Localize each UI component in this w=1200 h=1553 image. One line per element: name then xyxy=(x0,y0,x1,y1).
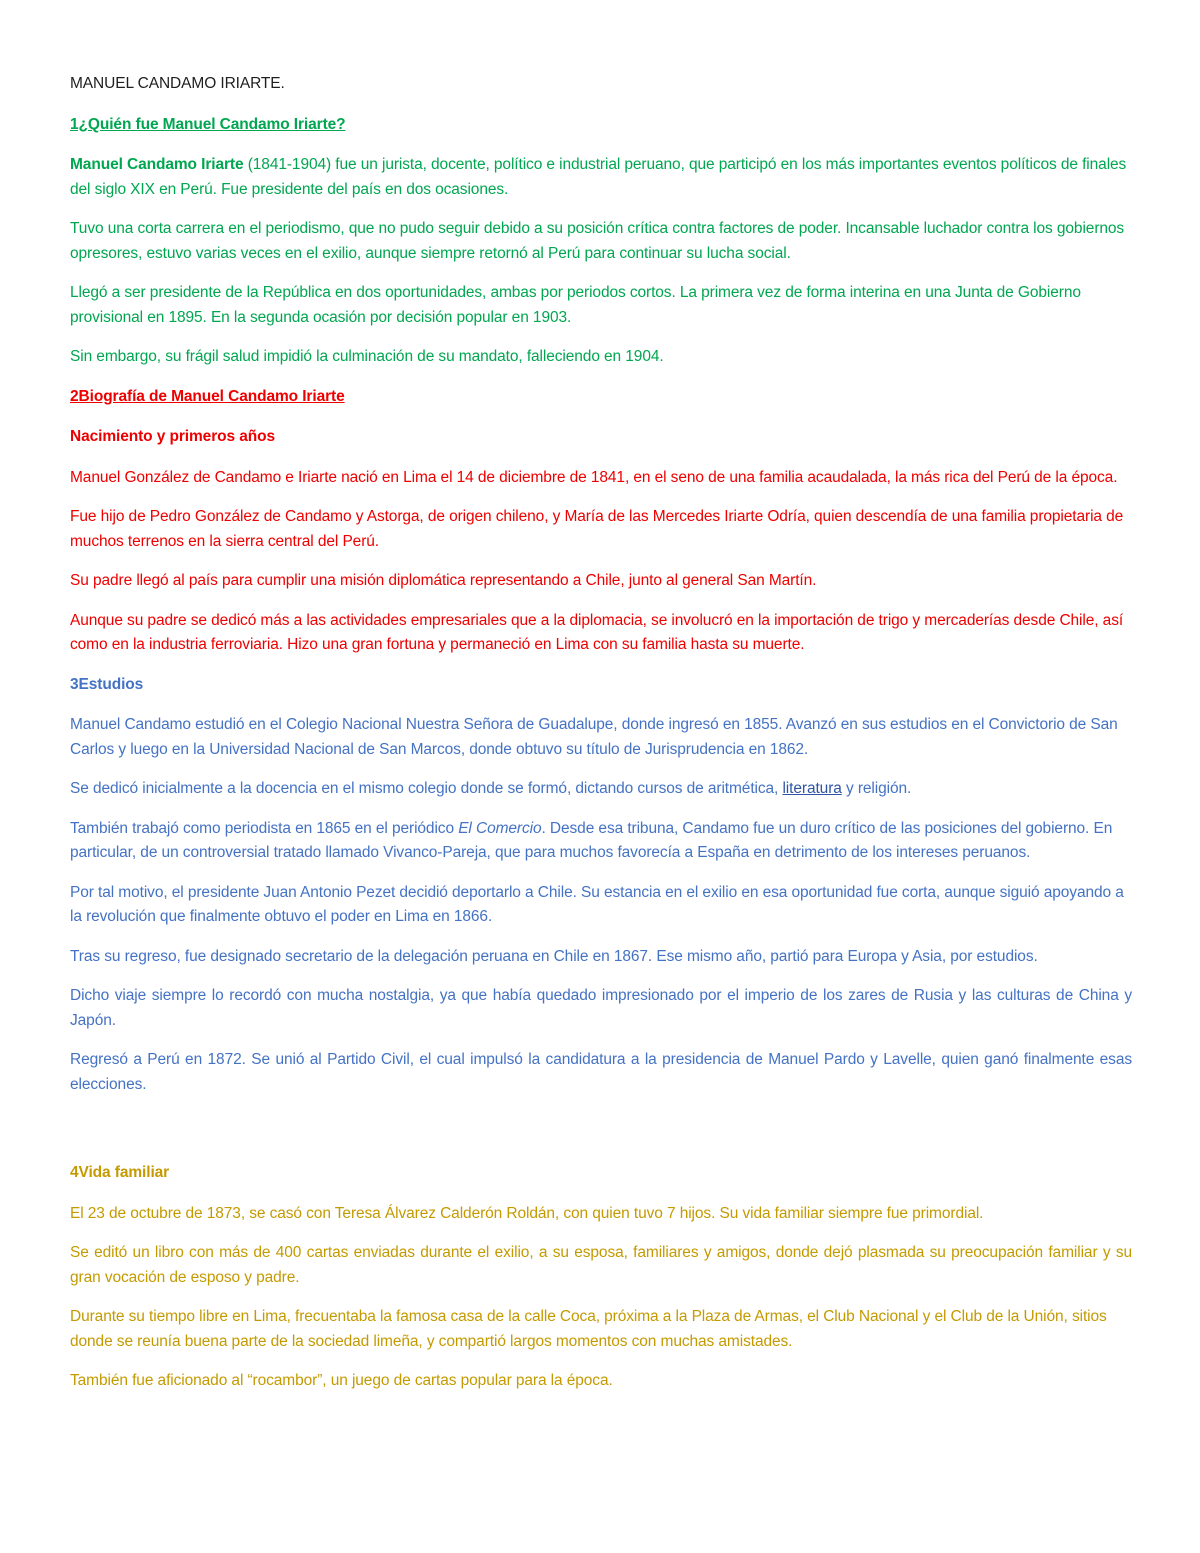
section-1-paragraph-4: Sin embargo, su frágil salud impidió la culminación de su mandato, falleciendo en 1904. xyxy=(70,348,664,365)
section-4-paragraph-4: También fue aficionado al “rocambor”, un juego de cartas popular para la época. xyxy=(70,1372,613,1389)
section-1-paragraph-1-text: (1841-1904) fue un jurista, docente, político e industrial peruano, que participó en los más importantes eventos políticos de finales del siglo XIX en Perú. Fue presidente del país en dos ocasiones. xyxy=(70,156,1127,198)
section-3-heading: 3Estudios xyxy=(70,675,144,693)
section-3-paragraph-3-text-b: . Desde esa tribuna, Candamo fue un duro crítico de las posiciones del gobierno. En particular, de un controversial tratado llamado Vivanco-Pareja, que para muchos favorecía a España en detrimento de los intereses peruanos. xyxy=(70,819,1113,861)
section-3-paragraph-3-text-a: También trabajó como periodista en 1865 en el periódico xyxy=(70,819,459,837)
document-page xyxy=(70,72,1132,1409)
section-1-paragraph-3: Llegó a ser presidente de la República en dos oportunidades, ambas por periodos cortos. La primera vez de forma interina en una Junta de Gobierno provisional en 1895. En la segunda ocasión por decisión popular en 1903. xyxy=(70,284,1081,326)
section-3-paragraph-4: Por tal motivo, el presidente Juan Antonio Pezet decidió deportarlo a Chile. Su estancia en el exilio en esa oportunidad fue corta, aunque siguió apoyando a la revolución que finalmente obtuvo el poder en Lima en 1866. xyxy=(70,883,1124,925)
section-3-paragraph-2-text-a: Se dedicó inicialmente a la docencia en el mismo colegio donde se formó, dictando cursos de aritmética, xyxy=(70,780,783,797)
section-3-paragraph-5: Tras su regreso, fue designado secretario de la delegación peruana en Chile en 1867. Ese mismo año, partió para Europa y Asia, por estudios. xyxy=(70,947,1038,965)
section-2-paragraph-3: Su padre llegó al país para cumplir una misión diplomática representando a Chile, junto al general San Martín. xyxy=(70,572,817,589)
document-title: MANUEL CANDAMO IRIARTE. xyxy=(70,75,285,92)
section-1-paragraph-2: Tuvo una corta carrera en el periodismo, que no pudo seguir debido a su posición crítica contra factores de poder. Incansable luchador contra los gobiernos opresores, estuvo varias veces en el exilio, aunque siempre retornó al Perú para continuar su lucha social. xyxy=(70,220,1125,262)
section-2-paragraph-1: Manuel González de Candamo e Iriarte nació en Lima el 14 de diciembre de 1841, en el seno de una familia acaudalada, la más rica del Perú de la época. xyxy=(70,468,1118,486)
literatura-link[interactable]: literatura xyxy=(782,780,842,797)
section-3-paragraph-3 xyxy=(70,817,1132,866)
newspaper-name: El Comercio xyxy=(458,819,542,837)
section-3-paragraph-7: Regresó a Perú en 1872. Se unió al Partido Civil, el cual impulsó la candidatura a la presidencia de Manuel Pardo y Lavelle, quien ganó finalmente esas elecciones. xyxy=(70,1051,1132,1093)
section-3-paragraph-6: Dicho viaje siempre lo recordó con mucha nostalgia, ya que había quedado impresionado por el imperio de los zares de Rusia y las culturas de China y Japón. xyxy=(70,987,1132,1029)
section-3-paragraph-2-text-b: y religión. xyxy=(841,780,912,797)
subject-name: Manuel Candamo Iriarte xyxy=(70,156,244,173)
section-1-heading: 1¿Quién fue Manuel Candamo Iriarte? xyxy=(70,115,346,133)
section-2-subheading: Nacimiento y primeros años xyxy=(70,428,275,445)
section-4-paragraph-1: El 23 de octubre de 1873, se casó con Teresa Álvarez Calderón Roldán, con quien tuvo 7 hijos. Su vida familiar siempre fue primordial. xyxy=(70,1204,984,1222)
section-2-paragraph-2: Fue hijo de Pedro González de Candamo y Astorga, de origen chileno, y María de las Mercedes Iriarte Odría, quien descendía de una familia propietaria de muchos terrenos en la sierra central del Perú. xyxy=(70,508,1124,550)
section-3-paragraph-1: Manuel Candamo estudió en el Colegio Nacional Nuestra Señora de Guadalupe, donde ingresó en 1855. Avanzó en sus estudios en el Convictorio de San Carlos y luego en la Universidad Nacional de San Marcos, donde obtuvo su título de Jurisprudencia en 1862. xyxy=(70,716,1118,758)
section-4-paragraph-3: Durante su tiempo libre en Lima, frecuentaba la famosa casa de la calle Coca, próxima a la Plaza de Armas, el Club Nacional y el Club de la Unión, sitios donde se reunía buena parte de la sociedad limeña, y compartió largos momentos con muchas amistades. xyxy=(70,1308,1107,1350)
section-4-heading: 4Vida familiar xyxy=(70,1164,170,1181)
section-1-paragraph-1 xyxy=(70,153,1132,202)
section-4-paragraph-2: Se editó un libro con más de 400 cartas enviadas durante el exilio, a su esposa, familiares y amigos, donde dejó plasmada su preocupación familiar y su gran vocación de esposo y padre. xyxy=(70,1244,1132,1286)
section-2-heading: 2Biografía de Manuel Candamo Iriarte xyxy=(70,387,345,405)
spacer xyxy=(70,1112,1132,1161)
section-3-paragraph-2 xyxy=(70,777,1132,802)
section-2-paragraph-4: Aunque su padre se dedicó más a las actividades empresariales que a la diplomacia, se involucró en la importación de trigo y mercaderías desde Chile, así como en la industria ferroviaria. Hizo una gran fortuna y permaneció en Lima con su familia hasta su muerte. xyxy=(70,611,1124,653)
